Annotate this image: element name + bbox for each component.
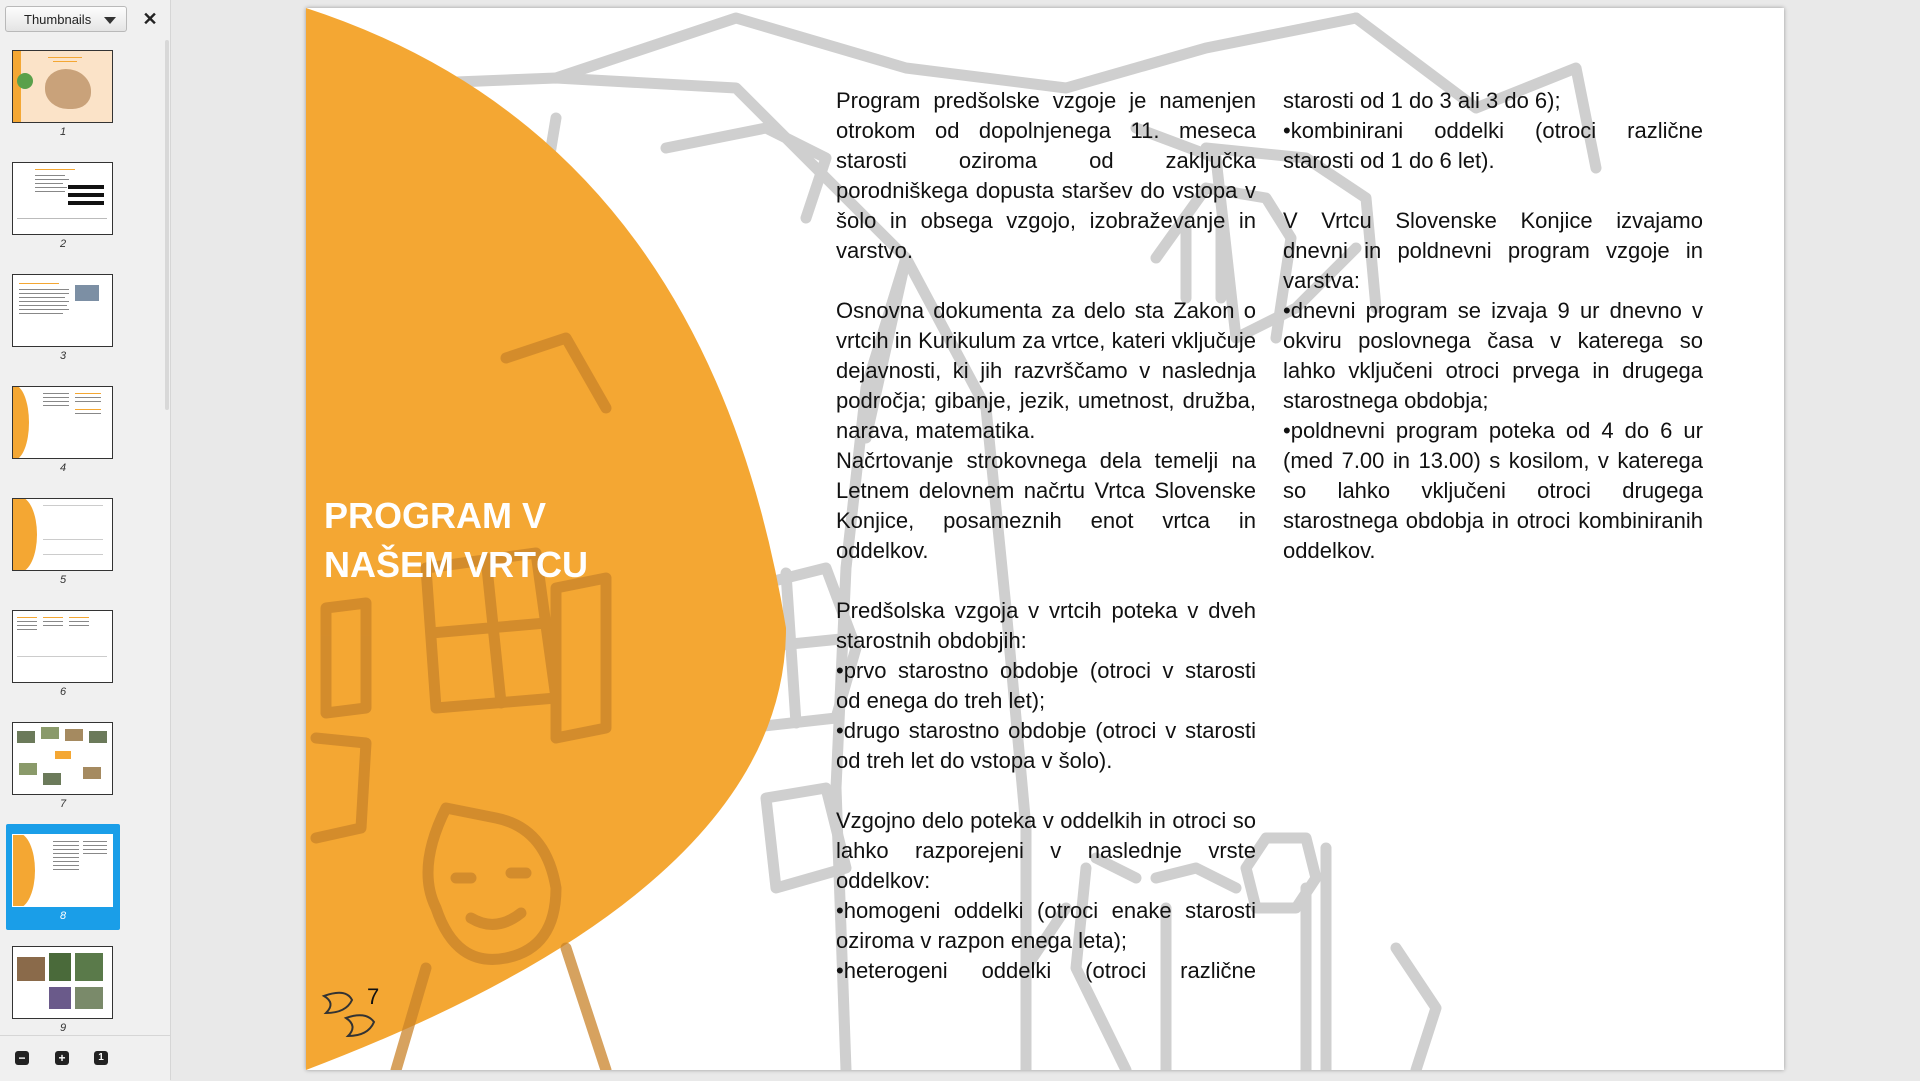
thumbnail-6[interactable]	[6, 600, 120, 706]
bullet-item: •prvo starostno obdobje (otroci v starosti od enega do treh let);	[836, 658, 1256, 713]
paragraph: Načrtovanje strokovnega dela temelji na Letnem delovnem načrtu Vrtca Slovenske Konjice, posameznih enot vrtca in oddelkov.	[836, 448, 1256, 563]
thumbnail-number: 1	[59, 126, 67, 138]
thumbnail-number: 8	[59, 910, 67, 922]
page-title-line2: NAŠEM VRTCU	[324, 544, 589, 585]
thumbnail-preview	[12, 946, 113, 1019]
thumbnail-preview	[12, 834, 113, 907]
paragraph: V Vrtcu Slovenske Konjice izvajamo dnevni in poldnevni program vzgoje in varstva:	[1283, 208, 1703, 293]
thumbnail-number: 9	[59, 1022, 67, 1034]
paragraph: starosti od 1 do 3 ali 3 do 6);	[1283, 88, 1561, 113]
bullet-item: •kombinirani oddelki (otroci različne starosti od 1 do 6 let).	[1283, 118, 1703, 173]
paragraph: Osnovna dokumenta za delo sta Zakon o vrtcih in Kurikulum za vrtce, kateri vključuje dejavnosti, ki jih razvrščamo v naslednja področja; gibanje, jezik, umetnost, družba, narava, matematika.	[836, 298, 1256, 443]
thumbnail-9[interactable]	[6, 936, 120, 1035]
page-title-line1: PROGRAM V	[324, 495, 547, 536]
bullet-item: •drugo starostno obdobje (otroci v starosti od treh let do vstopa v šolo).	[836, 718, 1256, 773]
thumbnail-preview	[12, 610, 113, 683]
page-number: 7	[367, 984, 380, 1009]
thumbnail-number: 4	[59, 462, 67, 474]
chevron-down-icon	[104, 17, 116, 24]
thumbnail-list	[0, 40, 164, 1035]
thumbnail-number: 3	[59, 350, 67, 362]
thumbnail-preview	[12, 722, 113, 795]
thumbnail-1[interactable]	[6, 40, 120, 146]
zoom-out-icon[interactable]: −	[15, 1051, 29, 1065]
sidebar-footer	[0, 1035, 170, 1081]
zoom-in-icon[interactable]: +	[55, 1051, 69, 1065]
sidebar-view-dropdown[interactable]	[5, 6, 127, 32]
thumbnail-preview	[12, 498, 113, 571]
thumbnail-preview	[12, 162, 113, 235]
document-viewer[interactable]	[171, 0, 1920, 1080]
thumbnails-sidebar	[0, 0, 171, 1080]
thumbnail-number: 6	[59, 686, 67, 698]
bullet-item: •heterogeni oddelki (otroci različne	[836, 958, 1256, 983]
thumbnail-scrollbar[interactable]	[165, 40, 169, 410]
thumbnail-preview	[12, 386, 113, 459]
paragraph: Vzgojno delo poteka v oddelkih in otroci so lahko razporejeni v naslednje vrste oddelkov:	[836, 808, 1256, 893]
thumbnail-preview	[12, 274, 113, 347]
actual-size-icon[interactable]: 1	[94, 1051, 108, 1065]
thumbnail-number: 5	[59, 574, 67, 586]
close-icon[interactable]: ✕	[142, 9, 158, 29]
thumbnail-preview	[12, 50, 113, 123]
thumbnail-5[interactable]	[6, 488, 120, 594]
thumbnail-number: 7	[59, 798, 67, 810]
bullet-item: •homogeni oddelki (otroci enake starosti oziroma v razpon enega leta);	[836, 898, 1256, 953]
sidebar-header	[0, 0, 170, 40]
paragraph: Program predšolske vzgoje je namenjen otrokom od dopolnjenega 11. meseca starosti oziroma od zaključka porodniškega dopusta staršev do vstopa v šolo in obsega vzgojo, izobraževanje in varstvo.	[836, 88, 1256, 263]
sidebar-view-label: Thumbnails	[24, 12, 92, 27]
bullet-item: •dnevni program se izvaja 9 ur dnevno v okviru poslovnega časa v katerega so lahko vključeni otroci prvega in drugega starostnega obdobja;	[1283, 298, 1703, 413]
slide-page	[306, 8, 1784, 1070]
thumbnail-4[interactable]	[6, 376, 120, 482]
text-column-left	[836, 86, 1256, 986]
thumbnail-2[interactable]	[6, 152, 120, 258]
bullet-item: •poldnevni program poteka od 4 do 6 ur (med 7.00 in 13.00) s kosilom, v katerega so lahko vključeni otroci drugega starostnega obdobja in otroci kombiniranih oddelkov.	[1283, 418, 1703, 563]
thumbnail-8[interactable]	[6, 824, 120, 930]
thumbnail-number: 2	[59, 238, 67, 250]
text-column-right	[1283, 86, 1703, 566]
thumbnail-7[interactable]	[6, 712, 120, 818]
thumbnail-3[interactable]	[6, 264, 120, 370]
paragraph: Predšolska vzgoja v vrtcih poteka v dveh starostnih obdobjih:	[836, 598, 1256, 653]
page-title	[324, 491, 624, 589]
